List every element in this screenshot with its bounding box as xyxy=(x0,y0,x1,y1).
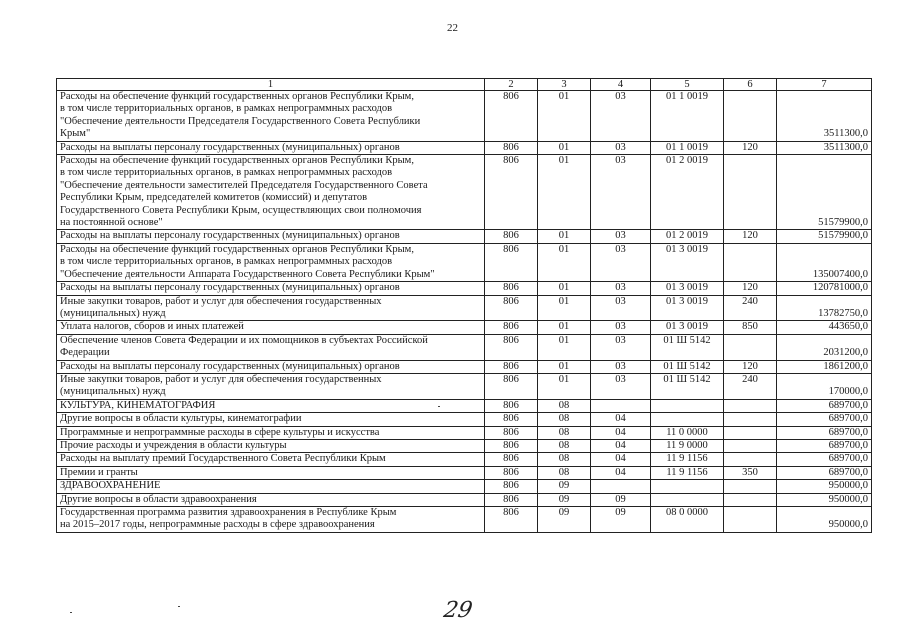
row-ministry-code: 806 xyxy=(485,493,538,506)
row-amount: 689700,0 xyxy=(777,466,872,479)
table-row xyxy=(57,360,872,373)
row-ministry-code: 806 xyxy=(485,426,538,439)
row-expense-type: 120 xyxy=(724,360,777,373)
row-target-article: 01 2 0019 xyxy=(651,230,724,243)
row-expense-type xyxy=(724,91,777,142)
row-description: Расходы на выплаты персоналу государственных (муниципальных) органов xyxy=(57,141,485,154)
row-amount: 120781000,0 xyxy=(777,282,872,295)
row-ministry-code: 806 xyxy=(485,321,538,334)
row-amount: 950000,0 xyxy=(777,507,872,533)
row-ministry-code: 806 xyxy=(485,360,538,373)
row-description: Иные закупки товаров, работ и услуг для обеспечения государственных (муниципальных) нужд xyxy=(57,373,485,399)
row-amount: 2031200,0 xyxy=(777,334,872,360)
row-subsection: 03 xyxy=(591,373,651,399)
row-section: 01 xyxy=(538,230,591,243)
row-section: 08 xyxy=(538,453,591,466)
row-description: Государственная программа развития здравоохранения в Республике Крым на 2015–2017 годы, непрограммные расходы в сфере здравоохранения xyxy=(57,507,485,533)
row-ministry-code: 806 xyxy=(485,295,538,321)
row-subsection: 03 xyxy=(591,295,651,321)
row-amount: 51579900,0 xyxy=(777,230,872,243)
row-ministry-code: 806 xyxy=(485,243,538,281)
row-amount: 443650,0 xyxy=(777,321,872,334)
row-subsection: 03 xyxy=(591,243,651,281)
row-amount: 689700,0 xyxy=(777,426,872,439)
row-expense-type xyxy=(724,243,777,281)
row-ministry-code: 806 xyxy=(485,91,538,142)
table-row xyxy=(57,439,872,452)
row-section: 01 xyxy=(538,243,591,281)
row-ministry-code: 806 xyxy=(485,439,538,452)
row-section: 01 xyxy=(538,155,591,230)
row-target-article: 01 Ш 5142 xyxy=(651,360,724,373)
row-ministry-code: 806 xyxy=(485,282,538,295)
row-section: 01 xyxy=(538,282,591,295)
row-ministry-code: 806 xyxy=(485,373,538,399)
table-row xyxy=(57,507,872,533)
row-description: Расходы на обеспечение функций государственных органов Республики Крым, в том числе территориальных органов, в рамках непрограммных расходов "Обеспечение деятельности Аппарата Государственного Совета Республики Крым" xyxy=(57,243,485,281)
row-section: 01 xyxy=(538,321,591,334)
row-section: 08 xyxy=(538,399,591,412)
row-subsection: 03 xyxy=(591,334,651,360)
row-target-article: 11 9 1156 xyxy=(651,453,724,466)
header-col-3: 3 xyxy=(538,79,591,91)
row-expense-type: 120 xyxy=(724,141,777,154)
row-section: 01 xyxy=(538,360,591,373)
row-target-article xyxy=(651,480,724,493)
row-ministry-code: 806 xyxy=(485,413,538,426)
row-description: Расходы на выплаты персоналу государственных (муниципальных) органов xyxy=(57,360,485,373)
table-row xyxy=(57,282,872,295)
table-row xyxy=(57,295,872,321)
row-expense-type xyxy=(724,155,777,230)
row-description: Обеспечение членов Совета Федерации и их помощников в субъектах Российской Федерации xyxy=(57,334,485,360)
row-amount: 950000,0 xyxy=(777,480,872,493)
row-subsection: 03 xyxy=(591,360,651,373)
page-number: 22 xyxy=(447,22,458,34)
row-subsection: 04 xyxy=(591,439,651,452)
row-description: Расходы на обеспечение функций государственных органов Республики Крым, в том числе территориальных органов, в рамках непрограммных расходов "Обеспечение деятельности заместителей Председателя Государственного Совета Республики Крым, председателей комитетов (комиссий) и депутатов Государственного Совета Республики Крым, осуществляющих свои полномочия на постоянной основе" xyxy=(57,155,485,230)
row-section: 08 xyxy=(538,466,591,479)
header-col-2: 2 xyxy=(485,79,538,91)
row-target-article: 01 1 0019 xyxy=(651,91,724,142)
row-section: 09 xyxy=(538,480,591,493)
row-expense-type xyxy=(724,453,777,466)
row-amount: 51579900,0 xyxy=(777,155,872,230)
row-subsection xyxy=(591,399,651,412)
row-target-article: 01 2 0019 xyxy=(651,155,724,230)
table-row xyxy=(57,373,872,399)
row-ministry-code: 806 xyxy=(485,155,538,230)
header-col-1: 1 xyxy=(57,79,485,91)
row-ministry-code: 806 xyxy=(485,230,538,243)
table-row xyxy=(57,399,872,412)
row-expense-type: 120 xyxy=(724,282,777,295)
row-amount: 689700,0 xyxy=(777,439,872,452)
row-description: Программные и непрограммные расходы в сфере культуры и искусства xyxy=(57,426,485,439)
row-description: Расходы на выплаты персоналу государственных (муниципальных) органов xyxy=(57,282,485,295)
row-ministry-code: 806 xyxy=(485,466,538,479)
row-amount: 689700,0 xyxy=(777,413,872,426)
row-target-article: 01 3 0019 xyxy=(651,295,724,321)
row-description: Премии и гранты xyxy=(57,466,485,479)
row-target-article xyxy=(651,413,724,426)
row-section: 08 xyxy=(538,426,591,439)
row-subsection: 03 xyxy=(591,321,651,334)
table-row xyxy=(57,321,872,334)
row-amount: 1861200,0 xyxy=(777,360,872,373)
row-ministry-code: 806 xyxy=(485,141,538,154)
row-expense-type xyxy=(724,507,777,533)
table-row xyxy=(57,453,872,466)
table-row xyxy=(57,493,872,506)
table-row xyxy=(57,413,872,426)
row-description: Иные закупки товаров, работ и услуг для обеспечения государственных (муниципальных) нужд xyxy=(57,295,485,321)
row-amount: 689700,0 xyxy=(777,453,872,466)
row-section: 08 xyxy=(538,413,591,426)
row-expense-type xyxy=(724,413,777,426)
row-section: 08 xyxy=(538,439,591,452)
row-target-article: 01 1 0019 xyxy=(651,141,724,154)
row-expense-type xyxy=(724,426,777,439)
row-section: 01 xyxy=(538,91,591,142)
row-expense-type xyxy=(724,334,777,360)
table-row xyxy=(57,91,872,142)
row-description: КУЛЬТУРА, КИНЕМАТОГРАФИЯ xyxy=(57,399,485,412)
row-description: Другие вопросы в области культуры, кинематографии xyxy=(57,413,485,426)
row-section: 09 xyxy=(538,507,591,533)
row-amount: 170000,0 xyxy=(777,373,872,399)
budget-table xyxy=(56,78,872,533)
row-section: 01 xyxy=(538,141,591,154)
table-header-row xyxy=(57,79,872,91)
row-description: Прочие расходы и учреждения в области культуры xyxy=(57,439,485,452)
row-target-article: 08 0 0000 xyxy=(651,507,724,533)
row-subsection xyxy=(591,480,651,493)
row-ministry-code: 806 xyxy=(485,507,538,533)
row-section: 01 xyxy=(538,295,591,321)
row-amount: 689700,0 xyxy=(777,399,872,412)
table-row xyxy=(57,141,872,154)
row-target-article: 11 9 1156 xyxy=(651,466,724,479)
row-target-article: 01 Ш 5142 xyxy=(651,334,724,360)
row-ministry-code: 806 xyxy=(485,399,538,412)
row-subsection: 09 xyxy=(591,493,651,506)
header-col-6: 6 xyxy=(724,79,777,91)
table-row xyxy=(57,334,872,360)
header-col-7: 7 xyxy=(777,79,872,91)
table-row xyxy=(57,466,872,479)
row-subsection: 04 xyxy=(591,413,651,426)
row-expense-type xyxy=(724,480,777,493)
row-section: 01 xyxy=(538,334,591,360)
row-expense-type: 850 xyxy=(724,321,777,334)
row-amount: 3511300,0 xyxy=(777,91,872,142)
row-subsection: 03 xyxy=(591,230,651,243)
row-expense-type: 120 xyxy=(724,230,777,243)
row-description: Расходы на выплату премий Государственного Совета Республики Крым xyxy=(57,453,485,466)
table-row xyxy=(57,230,872,243)
row-target-article: 01 3 0019 xyxy=(651,243,724,281)
row-expense-type xyxy=(724,493,777,506)
table-row xyxy=(57,155,872,230)
row-subsection: 03 xyxy=(591,141,651,154)
row-subsection: 04 xyxy=(591,426,651,439)
row-section: 01 xyxy=(538,373,591,399)
header-col-4: 4 xyxy=(591,79,651,91)
row-amount: 950000,0 xyxy=(777,493,872,506)
row-amount: 3511300,0 xyxy=(777,141,872,154)
row-amount: 135007400,0 xyxy=(777,243,872,281)
row-target-article: 01 Ш 5142 xyxy=(651,373,724,399)
row-target-article: 01 3 0019 xyxy=(651,321,724,334)
row-target-article: 11 9 0000 xyxy=(651,439,724,452)
row-expense-type xyxy=(724,399,777,412)
row-description: Уплата налогов, сборов и иных платежей xyxy=(57,321,485,334)
row-description: Расходы на обеспечение функций государственных органов Республики Крым, в том числе территориальных органов, в рамках непрограммных расходов "Обеспечение деятельности Председателя Государственного Совета Республики Крым" xyxy=(57,91,485,142)
row-description: ЗДРАВООХРАНЕНИЕ xyxy=(57,480,485,493)
row-target-article: 01 3 0019 xyxy=(651,282,724,295)
handwritten-page-number: 29 xyxy=(441,598,475,623)
row-target-article xyxy=(651,493,724,506)
table-row xyxy=(57,243,872,281)
row-section: 09 xyxy=(538,493,591,506)
row-subsection: 04 xyxy=(591,466,651,479)
header-col-5: 5 xyxy=(651,79,724,91)
row-expense-type: 240 xyxy=(724,373,777,399)
row-expense-type: 240 xyxy=(724,295,777,321)
row-subsection: 03 xyxy=(591,91,651,142)
row-subsection: 04 xyxy=(591,453,651,466)
row-target-article xyxy=(651,399,724,412)
row-expense-type xyxy=(724,439,777,452)
row-expense-type: 350 xyxy=(724,466,777,479)
row-subsection: 09 xyxy=(591,507,651,533)
row-description: Другие вопросы в области здравоохранения xyxy=(57,493,485,506)
table-row xyxy=(57,480,872,493)
row-ministry-code: 806 xyxy=(485,453,538,466)
row-ministry-code: 806 xyxy=(485,334,538,360)
row-subsection: 03 xyxy=(591,155,651,230)
row-subsection: 03 xyxy=(591,282,651,295)
table-row xyxy=(57,426,872,439)
row-description: Расходы на выплаты персоналу государственных (муниципальных) органов xyxy=(57,230,485,243)
row-amount: 13782750,0 xyxy=(777,295,872,321)
row-ministry-code: 806 xyxy=(485,480,538,493)
row-target-article: 11 0 0000 xyxy=(651,426,724,439)
